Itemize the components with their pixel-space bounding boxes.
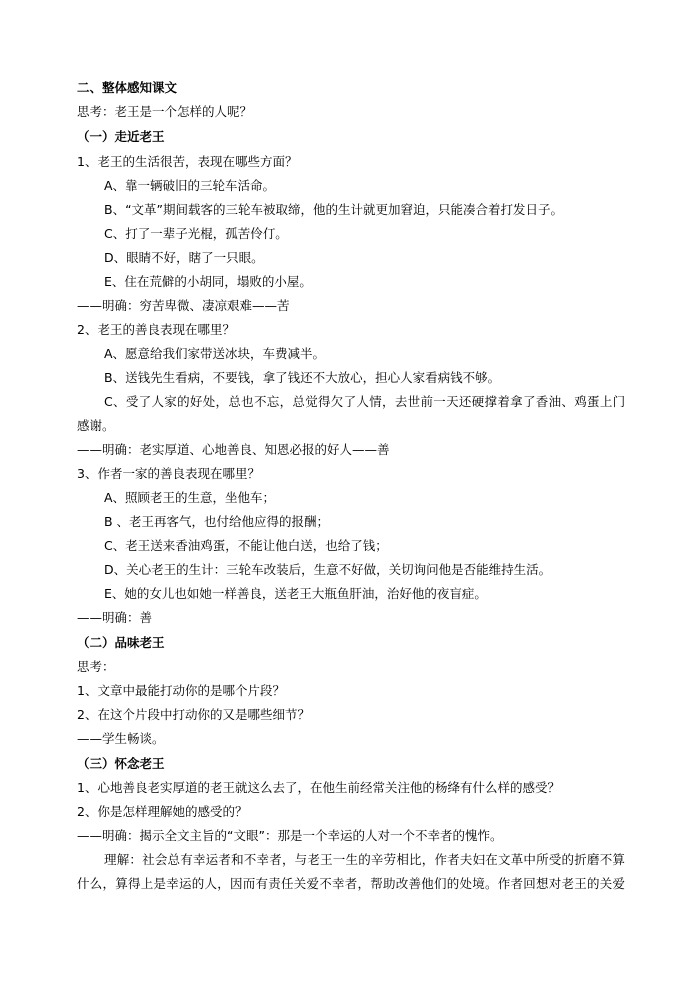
text-line bbox=[0, 320, 696, 340]
line-text: A、靠一辆破旧的三轮车活命。 bbox=[104, 178, 276, 193]
line-text: 2、在这个片段中打动你的又是哪些细节？ bbox=[77, 707, 310, 722]
text-line bbox=[0, 778, 696, 798]
line-text: D、眼睛不好，瞎了一只眼。 bbox=[104, 250, 264, 265]
text-line bbox=[0, 224, 696, 244]
text-line bbox=[0, 200, 696, 220]
text-line bbox=[0, 127, 696, 147]
line-text: D、关心老王的生计：三轮车改装后，生意不好做，关切询问他是否能维持生活。 bbox=[104, 562, 552, 577]
text-line bbox=[0, 584, 696, 604]
line-text: ——明确：揭示全文主旨的“文眼”：那是一个幸运的人对一个不幸者的愧怍。 bbox=[77, 828, 503, 843]
line-text: 感谢。 bbox=[77, 418, 115, 433]
text-line bbox=[0, 78, 696, 98]
text-line bbox=[0, 729, 696, 749]
text-line bbox=[0, 608, 696, 628]
line-text: E、住在荒僻的小胡同，塌败的小屋。 bbox=[104, 274, 312, 289]
line-text: B 、老王再客气，也付给他应得的报酬； bbox=[104, 514, 330, 529]
line-text: 思考： bbox=[77, 659, 115, 674]
line-text: C、受了人家的好处，总也不忘，总觉得欠了人情，去世前一天还硬撑着拿了香油、鸡蛋上门 bbox=[104, 394, 626, 409]
line-text: 1、文章中最能打动你的是哪个片段？ bbox=[77, 683, 285, 698]
text-line bbox=[0, 850, 696, 870]
line-text: 什么，算得上是幸运的人，因而有责任关爱不幸者，帮助改善他们的处境。作者回想对老王的关爱 bbox=[77, 876, 626, 891]
text-line bbox=[0, 633, 696, 653]
section-heading: （一）走近老王 bbox=[77, 129, 165, 144]
line-text: C、老王送来香油鸡蛋，不能让他白送，也给了钱； bbox=[104, 538, 388, 553]
line-text: ——学生畅谈。 bbox=[77, 731, 165, 746]
line-text: 2、老王的善良表现在哪里？ bbox=[77, 322, 235, 337]
text-line bbox=[0, 272, 696, 292]
text-line bbox=[0, 826, 696, 846]
line-text: 2、你是怎样理解她的感受的？ bbox=[77, 804, 248, 819]
text-line bbox=[0, 560, 696, 580]
text-line bbox=[0, 368, 696, 388]
line-text: E、她的女儿也如她一样善良，送老王大瓶鱼肝油，治好他的夜盲症。 bbox=[104, 586, 487, 601]
section-heading: （三）怀念老王 bbox=[77, 756, 165, 771]
line-text: C、打了一辈子光棍，孤苦伶仃。 bbox=[104, 226, 288, 241]
text-line bbox=[0, 152, 696, 172]
line-text: B、“文革”期间载客的三轮车被取缔，他的生计就更加窘迫，只能凑合着打发日子。 bbox=[104, 202, 564, 217]
line-text: ——明确：穷苦卑微、凄凉艰难——苦 bbox=[77, 298, 290, 313]
text-line bbox=[0, 488, 696, 508]
line-text: 1、心地善良老实厚道的老王就这么去了，在他生前经常关注他的杨绛有什么样的感受？ bbox=[77, 780, 560, 795]
line-text: ——明确：老实厚道、心地善良、知恩必报的好人——善 bbox=[77, 442, 390, 457]
text-line bbox=[0, 681, 696, 701]
line-text: 1、老王的生活很苦，表现在哪些方面？ bbox=[77, 154, 298, 169]
text-line bbox=[0, 296, 696, 316]
text-line bbox=[0, 874, 696, 894]
text-line bbox=[0, 536, 696, 556]
line-text: ——明确：善 bbox=[77, 610, 153, 625]
line-text: B、送钱先生看病，不要钱，拿了钱还不大放心，担心人家看病钱不够。 bbox=[104, 370, 501, 385]
text-line bbox=[0, 392, 696, 412]
section-heading: （二）品味老王 bbox=[77, 635, 165, 650]
text-line bbox=[0, 657, 696, 677]
text-line bbox=[0, 416, 696, 436]
line-text: 3、作者一家的善良表现在哪里？ bbox=[77, 466, 260, 481]
text-line bbox=[0, 440, 696, 460]
text-line bbox=[0, 248, 696, 268]
text-line bbox=[0, 802, 696, 822]
text-line bbox=[0, 754, 696, 774]
text-line bbox=[0, 705, 696, 725]
line-text: A、愿意给我们家带送冰块，车费减半。 bbox=[104, 346, 326, 361]
text-line bbox=[0, 512, 696, 532]
text-line bbox=[0, 176, 696, 196]
line-text: 思考：老王是一个怎样的人呢？ bbox=[77, 104, 253, 119]
text-line bbox=[0, 464, 696, 484]
line-text: 理解：社会总有幸运者和不幸者，与老王一生的辛劳相比，作者夫妇在文革中所受的折磨不算 bbox=[104, 852, 626, 867]
text-line bbox=[0, 102, 696, 122]
text-line bbox=[0, 344, 696, 364]
section-heading: 二、整体感知课文 bbox=[77, 80, 178, 95]
line-text: A、照顾老王的生意，坐他车； bbox=[104, 490, 276, 505]
